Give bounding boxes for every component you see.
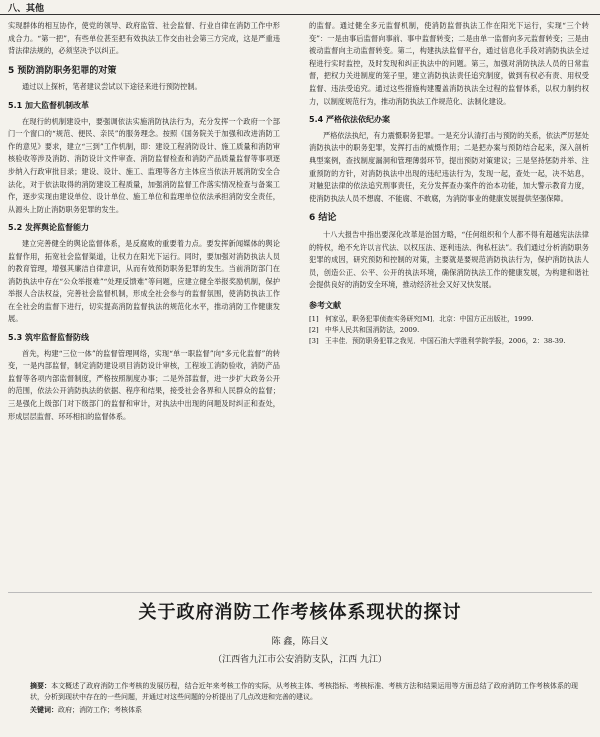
section-5-2-text: 建立完善健全的舆论监督体系，是反腐败的重要着力点。要发挥新闻媒体的舆论监督作用，拓宽社会监督渠道，让权力在阳光下运行。同时，要加强对消防执法人员的教育管理，增强其廉洁自律意识，从而有效预防职务犯罪的发生。当前消防部门在消防执法中存在“公众举报难”“处理反馈难”等问题，应建立健全举报奖励机制，保护举报人合法权益，完善社会监督机制，形成全社会参与的监督氛围，使消防执法工作在全社会的监督下进行，切实提高消防监督执法的规范化水平，推动消防工作健康发展。	[8, 238, 280, 324]
section-label: 八、其他	[8, 4, 45, 14]
reference-text: 王丰佳．预防职务犯罪之我见．中国石油大学胜利学院学报，2006，2：38-39.	[325, 337, 566, 346]
left-column	[8, 20, 280, 423]
article-authors: 陈 鑫，陈吕义	[271, 637, 329, 647]
section-5-4-text: 严格依法执纪，有力震慑职务犯罪。一是充分认清打击与预防的关系，依法严厉惩处消防执法中的职务犯罪，发挥打击的威慑作用；二是把办案与预防结合起来，深入剖析典型案例，查找制度漏洞和管理薄弱环节，提出预防对策建议；三是坚持惩防并举、注重预防的方针，对消防执法中出现的违纪违法行为，发现一起，查处一起，决不姑息，对触犯法律的依法追究刑事责任，充分发挥查办案件的治本功能，加大警示教育力度，使消防执法人员不想腐、不能腐、不敢腐，为消防事业的健康发展提供坚强保障。	[309, 130, 589, 203]
reference-text: 何家弘，职务犯罪侦查实务研究[M]．北京：中国方正出版社，1999.	[325, 315, 534, 324]
article-affiliation: （江西省九江市公安消防支队，江西 九江）	[213, 655, 387, 665]
article-divider	[8, 592, 592, 593]
section-6-text: 十八大报告中指出要深化改革是治国方略，“任何组织和个人都不得有超越宪法法律的特权，绝不允许以言代法、以权压法、逐利违法、徇私枉法”。我们通过分析消防职务犯罪的成因，研究预防和控制的对策，主要就是要规范消防执法行为，保护消防执法人员，创造公正、公平、公开的执法环境，确保消防执法工作的健康发展，为构建和谐社会提供良好的消防安全环境，推动经济社会又好又快发展。	[309, 229, 589, 290]
reference-item	[309, 336, 589, 347]
intro-paragraph: 实现群体的相互协作，使党的领导、政府监管、社会监督、行业自律在消防工作中形成合力。“第一把”，有些单位甚至把有效执法工作交由社会第三方完成，这是严重违背法律法规的，必须坚决予以纠正。	[8, 21, 280, 56]
reference-number: [3]	[309, 337, 319, 346]
section-5-1-text: 在现行的机制建设中，要强调依法实施消防执法行为，充分发挥一个政府一个部门一个窗口的“规范、便民、亲民”的服务理念。按照《国务院关于加强和改进消防工作的意见》要求，建立“三到”工作机制，即：建设工程消防设计、施工质量和消防审核验收等涉及消防、消防设计文件审查、消防监督检查和消防产品质量监督等事项逐步纳入行政审批目录；建设、设计、施工、监理等各方主体应当依法开展消防安全合法化，对于依法取得的消防建设工程质量，加强消防监督工作落实情况检查与备案工作，逐步实现由建设单位、设计单位、施工单位和监理单位依法承担消防安全责任，从源头上防止消防职务犯罪的发生。	[8, 116, 280, 214]
abstract-text: 本文概述了政府消防工作考核的发展历程，结合近年来考核工作的实际，从考核主体、考核指标、考核标准、考核方法和结果运用等方面总结了政府消防工作考核体系的现状，分析到现状中存在的一些问题，并通过对这些问题的分析提出了几点改进和完善的建议。	[30, 682, 578, 701]
reference-item	[309, 314, 589, 325]
references-heading: 参考文献	[309, 300, 341, 310]
new-article-header	[0, 598, 600, 665]
section-5-intro: 通过以上探析，笔者建议尝试以下途径来进行预防控制。	[22, 82, 202, 92]
article-title: 关于政府消防工作考核体系现状的探讨	[138, 602, 462, 623]
keywords-text: 政府；消防工作；考核体系	[58, 706, 142, 714]
abstract-label: 摘要：	[30, 682, 52, 690]
section-5-4-heading: 5.4 严格依法依纪办案	[309, 115, 390, 125]
right-column	[309, 20, 589, 347]
keywords-label: 关键词：	[30, 706, 58, 714]
section-5-1-heading: 5.1 加大监督机制改革	[8, 100, 89, 110]
section-5-2-heading: 5.2 发挥舆论监督能力	[8, 223, 89, 233]
reference-text: 中华人民共和国消防法，2009.	[325, 326, 420, 335]
reference-number: [2]	[309, 326, 319, 335]
section-6-heading: 6 结论	[309, 213, 337, 224]
running-header	[0, 0, 600, 15]
article-abstract	[30, 681, 578, 716]
section-5-3-heading: 5.3 筑牢监督监督防线	[8, 333, 89, 343]
section-5-heading: 5 预防消防职务犯罪的对策	[8, 65, 117, 76]
reference-item	[309, 325, 589, 336]
right-top-text: 的监督。通过健全多元监督机制，使消防监督执法工作在阳光下运行，实现“三个转变”：一是由事后监督向事前、事中监督转变；二是由单一监督向多元监督转变；三是由被动监督向主动监督转变。第二，构建执法监督平台，通过信息化手段对消防执法全过程进行实时监控，及时发现和纠正执法中的问题。第三，加强对消防执法人员的日常监督，把权力关进制度的笼子里，建立消防执法责任追究制度，做到有权必有责、用权受监督、违法受追究。通过这些措施构建覆盖消防执法全过程的监督体系，以权力制约权力，以制度规范行为，推动消防执法工作规范化、法制化建设。	[309, 21, 589, 106]
section-5-3-text: 首先，构建“三位一体”的监督管理网络，实现“单一职监督”向“多元化监督”的转变，一是内部监督，制定消防建设项目消防设计审核，工程竣工消防验收，消防产品监督等各项内部监督制度，严格按照制度办事；二是外部监督，进一步扩大政务公开的范围，依法公开消防执法的依据、程序和结果，接受社会各界和人民群众的监督；三是强化上级部门对下级部门的监督和审计，对执法中出现的问题及时纠正和查处，形成层层监督、环环相扣的监督体系。	[8, 348, 280, 421]
reference-number: [1]	[309, 315, 319, 324]
keywords-line	[30, 705, 578, 716]
